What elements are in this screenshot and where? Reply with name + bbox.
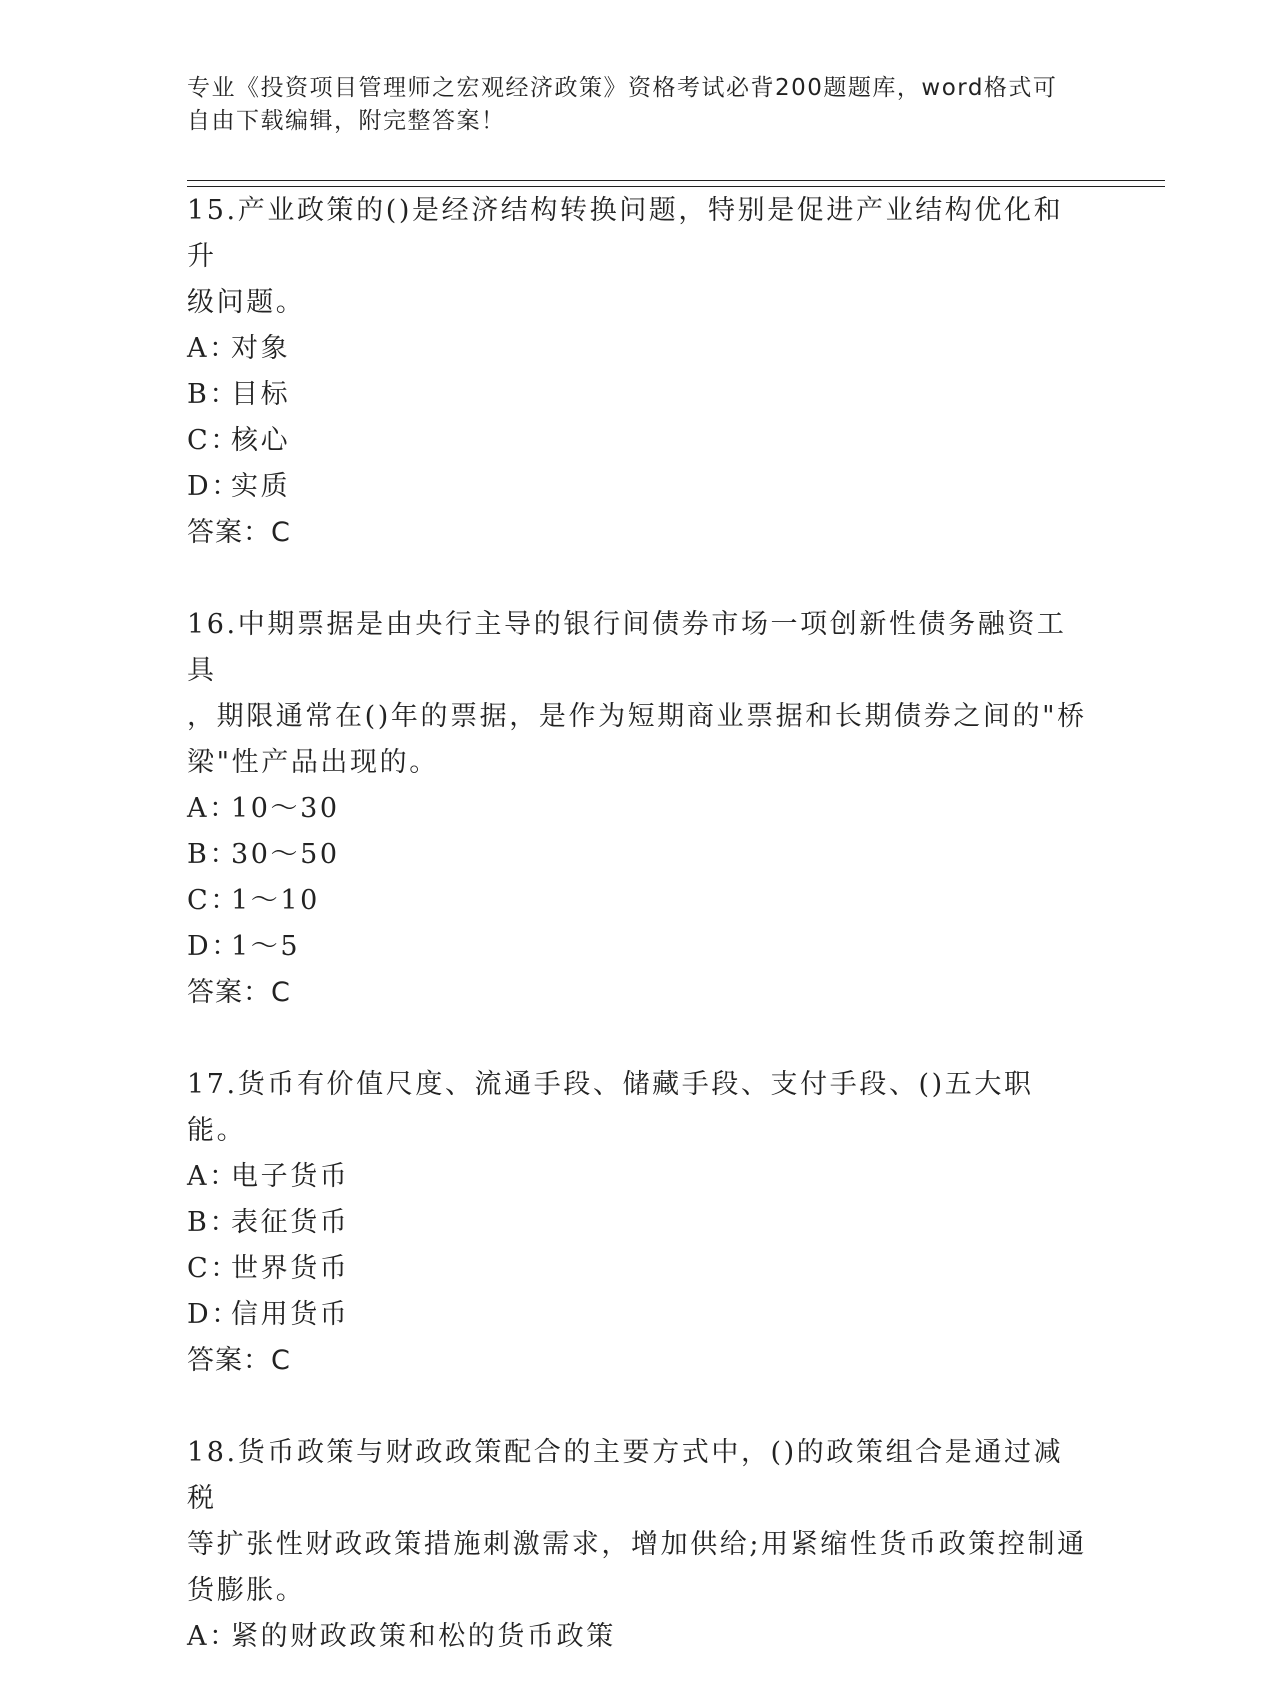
option-a [187,786,1087,832]
question-text-line: ，期限通常在()年的票据，是作为短期商业票据和长期债券之间的"桥 [187,701,1087,732]
option-key: C： [187,885,240,916]
question-text-line: 等扩张性财政政策措施刺激需求，增加供给;用紧缩性货币政策控制通 [187,1529,1087,1560]
option-text: 对象 [231,333,291,364]
option-key: B： [187,1207,240,1238]
option-c [187,1246,1087,1292]
question-list [187,188,1087,1706]
option-c [187,878,1087,924]
option-key: A： [187,793,239,824]
option-d [187,464,1087,510]
question-text-line: 梁"性产品出现的。 [187,747,439,778]
answer-line: 答案：C [187,977,291,1008]
option-a [187,1154,1087,1200]
header-divider-top [187,180,1165,181]
option-key: C： [187,1253,240,1284]
question-text-line: 货膨胀。 [187,1575,306,1606]
question-16 [187,602,1087,1016]
option-text: 目标 [231,379,291,410]
document-header [187,72,1067,138]
option-text: 1～10 [231,885,320,916]
option-b [187,1200,1087,1246]
option-key: B： [187,839,240,870]
question-text-line: 15.产业政策的()是经济结构转换问题，特别是促进产业结构优化和升 [187,195,1064,272]
question-17 [187,1062,1087,1384]
header-divider-bottom [187,186,1165,187]
option-text: 信用货币 [231,1299,350,1330]
option-key: D： [187,1299,241,1330]
question-text-line: 17.货币有价值尺度、流通手段、储藏手段、支付手段、()五大职能。 [187,1069,1034,1146]
option-c [187,418,1087,464]
option-b [187,832,1087,878]
option-a [187,1614,1087,1660]
header-line-1: 专业《投资项目管理师之宏观经济政策》资格考试必背200题题库，word格式可 [187,75,1058,101]
option-key: A： [187,1161,239,1192]
option-text: 实质 [231,471,291,502]
option-key: C： [187,425,240,456]
option-text: 1～5 [231,931,301,962]
question-text-line: 16.中期票据是由央行主导的银行间债券市场一项创新性债务融资工具 [187,609,1067,686]
option-text: 紧的财政政策和松的货币政策 [231,1621,616,1652]
option-key: B： [187,379,240,410]
option-key: D： [187,931,241,962]
option-key: A： [187,333,239,364]
option-a [187,326,1087,372]
question-text-line: 18.货币政策与财政政策配合的主要方式中，()的政策组合是通过减税 [187,1437,1064,1514]
option-text: 10～30 [231,793,340,824]
option-text: 30～50 [231,839,340,870]
option-text: 世界货币 [231,1253,350,1284]
question-text-line: 级问题。 [187,287,306,318]
question-18 [187,1430,1087,1660]
option-d [187,924,1087,970]
option-key: D： [187,471,241,502]
answer-line: 答案：C [187,1345,291,1376]
option-text: 电子货币 [231,1161,350,1192]
answer-line: 答案：C [187,517,291,548]
option-key: A： [187,1621,239,1652]
option-text: 核心 [231,425,291,456]
option-text: 表征货币 [231,1207,350,1238]
question-15 [187,188,1087,556]
option-b [187,372,1087,418]
option-d [187,1292,1087,1338]
header-line-2: 自由下载编辑，附完整答案！ [187,108,506,134]
